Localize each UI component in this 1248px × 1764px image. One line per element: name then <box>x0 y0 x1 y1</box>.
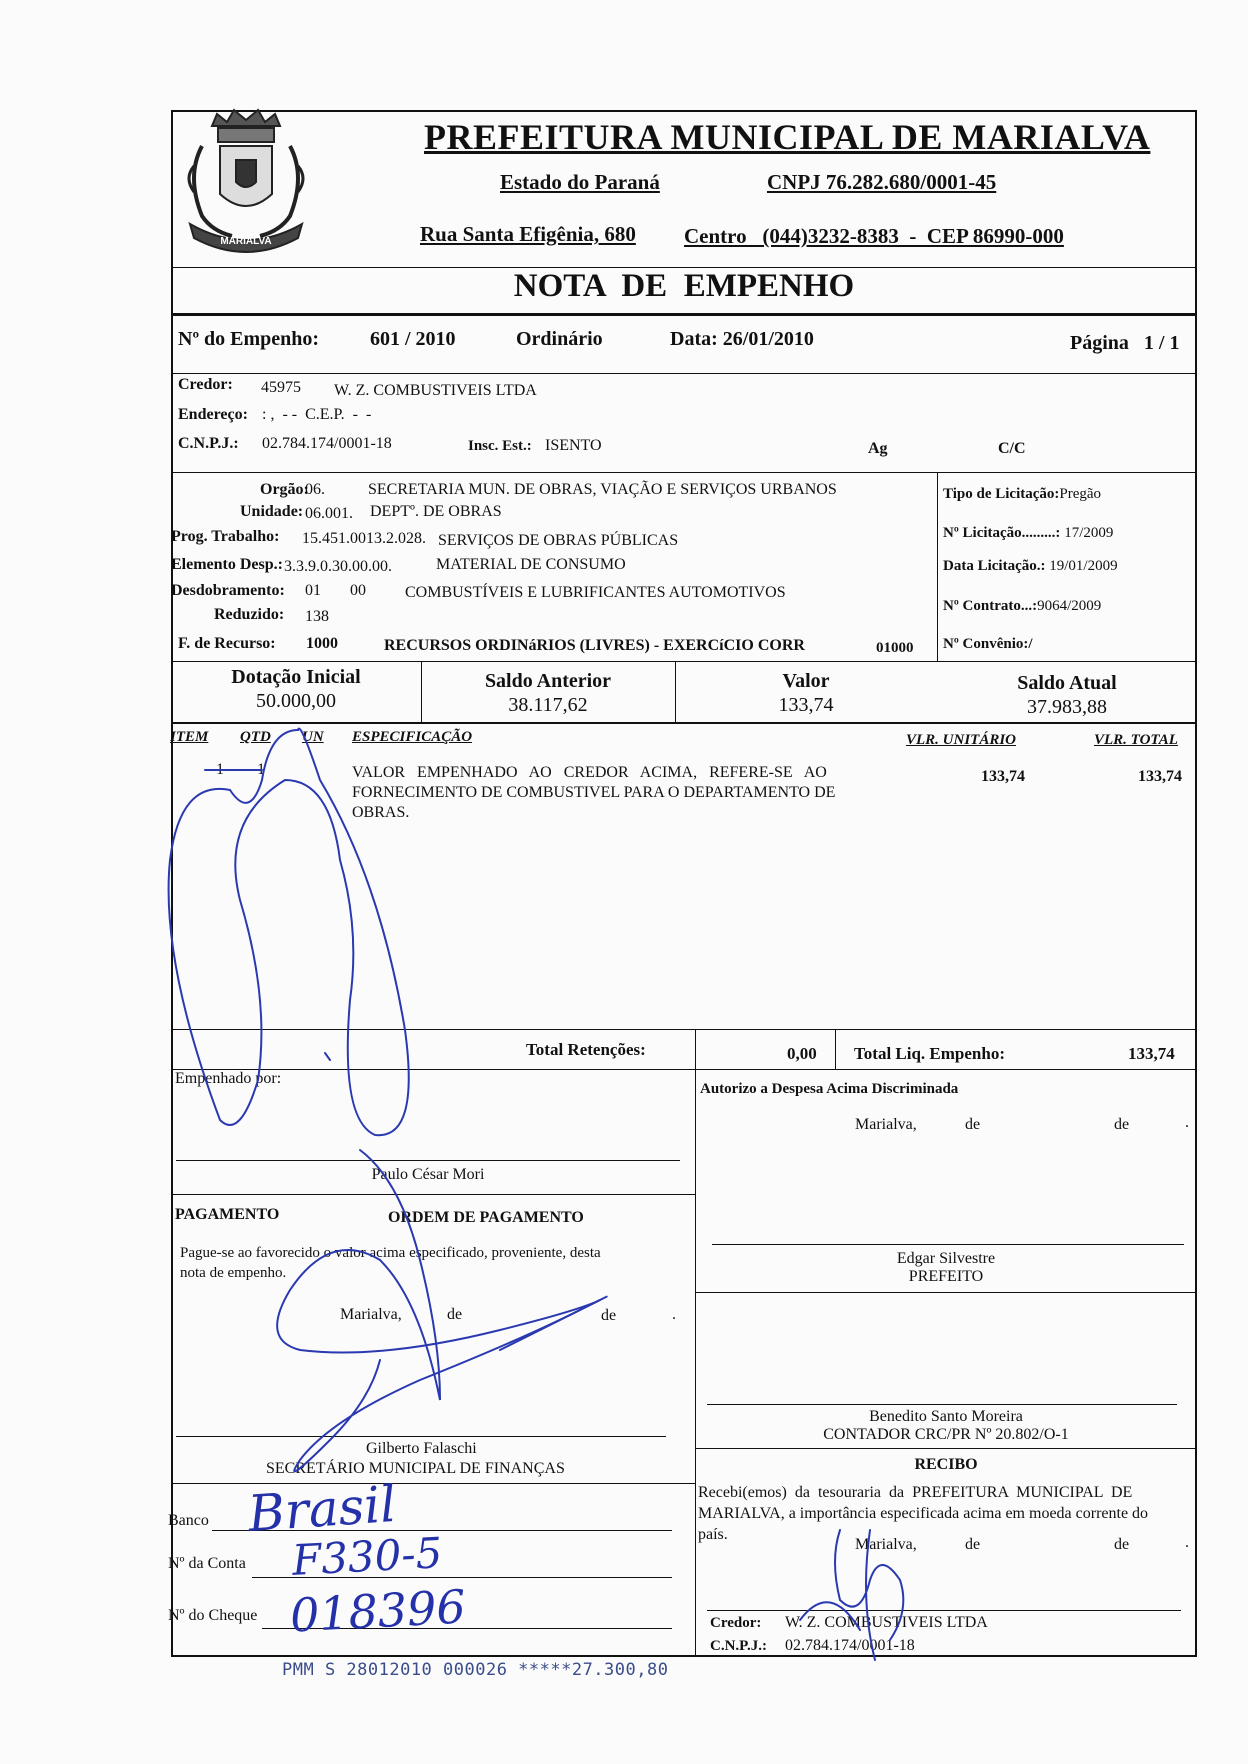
desd-code-2: 00 <box>350 582 366 599</box>
cnpj-value: 02.784.174/0001-18 <box>262 435 392 452</box>
tipo-licitacao-value: Pregão <box>1059 486 1102 502</box>
contador-title: CONTADOR CRC/PR Nº 20.802/O-1 <box>823 1426 1069 1443</box>
address-label: Endereço: <box>178 406 248 423</box>
desd-code-1: 01 <box>305 582 321 599</box>
total-liq-label: Total Liq. Empenho: <box>854 1044 1005 1063</box>
credor-label: Credor: <box>178 376 233 393</box>
desd-value: COMBUSTÍVEIS E LUBRIFICANTES AUTOMOTIVOS <box>405 584 786 601</box>
pagamento-text-2: nota de empenho. <box>180 1265 287 1281</box>
signature-line <box>712 1244 1184 1245</box>
recurso-value: RECURSOS ORDINáRIOS (LIVRES) - EXERCíCIO CORR <box>384 637 805 654</box>
state-name: Estado do Paraná <box>500 170 660 194</box>
banco-label: Banco <box>168 1512 209 1529</box>
empenhado-por-label: Empenhado por: <box>175 1070 282 1087</box>
page-indicator: Página 1 / 1 <box>1070 332 1180 354</box>
prog-code: 15.451.0013.2.028. <box>302 530 426 547</box>
orgao-label: Orgão: <box>260 481 309 498</box>
autorizo-place: Marialva, <box>855 1116 917 1133</box>
secretario-name: Gilberto Falaschi <box>366 1440 477 1457</box>
bank-stamp: PMM S 28012010 000026 *****27.300,80 <box>282 1660 669 1680</box>
recibo-place: Marialva, <box>855 1536 917 1553</box>
address-value: : , - - C.E.P. - - <box>262 406 372 423</box>
pagamento-dot: . <box>672 1306 676 1323</box>
divider <box>695 1448 1197 1449</box>
recibo-label: RECIBO <box>914 1456 978 1473</box>
recibo-de-2: de <box>1114 1536 1130 1553</box>
licitacao-num-value: 17/2009 <box>1064 525 1114 541</box>
empenho-number-label: Nº do Empenho: <box>178 328 320 350</box>
contador-name: Benedito Santo Moreira <box>869 1408 1023 1425</box>
autorizo-label: Autorizo a Despesa Acima Discriminada <box>700 1081 959 1097</box>
row-item: 1 <box>216 761 224 778</box>
conta-handwritten: F330-5 <box>290 1528 444 1585</box>
licitacao-data-label: Data Licitação.: <box>943 558 1046 574</box>
empenhado-name: Paulo César Mori <box>371 1166 485 1183</box>
unidade-code: 06.001. <box>305 505 353 522</box>
recibo-text-3: país. <box>698 1526 728 1543</box>
document-title: NOTA DE EMPENHO <box>513 268 855 304</box>
divider <box>695 1029 696 1070</box>
col-valor-unitario: VLR. UNITÁRIO <box>906 732 1017 748</box>
saldo-anterior-label: Saldo Anterior <box>484 670 612 692</box>
signature-line <box>176 1436 666 1437</box>
prog-value: SERVIÇOS DE OBRAS PÚBLICAS <box>438 532 679 549</box>
banco-handwritten: Brasil <box>246 1474 398 1544</box>
cheque-label: Nº do Cheque <box>168 1607 258 1624</box>
saldo-atual-value: 37.983,88 <box>1027 696 1107 718</box>
col-qtd: QTD <box>240 729 271 745</box>
elem-value: MATERIAL DE CONSUMO <box>436 556 626 573</box>
row-qtd: 1 <box>257 761 265 778</box>
unidade-label: Unidade: <box>240 503 304 520</box>
page-title: PREFEITURA MUNICIPAL DE MARIALVA <box>424 117 1151 157</box>
row-spec-line-3: OBRAS. <box>352 804 410 821</box>
recibo-cnpj-label: C.N.P.J.: <box>710 1638 767 1654</box>
reduzido-value: 138 <box>305 608 329 625</box>
row-valor-total: 133,74 <box>1138 768 1182 785</box>
divider <box>171 373 1197 374</box>
orgao-code: 06. <box>305 481 325 498</box>
empenho-date: Data: 26/01/2010 <box>670 328 814 350</box>
row-spec-line-2: FORNECIMENTO DE COMBUSTIVEL PARA O DEPARTAMENTO DE <box>352 784 836 801</box>
signature-line <box>707 1610 1181 1611</box>
prefeito-title: PREFEITO <box>908 1268 984 1285</box>
divider <box>835 1029 836 1070</box>
divider <box>695 1069 696 1657</box>
desd-label: Desdobramento: <box>171 582 285 599</box>
col-especificacao: ESPECIFICAÇÃO <box>352 729 473 745</box>
street-address: Rua Santa Efigênia, 680 <box>420 222 636 246</box>
elem-label: Elemento Desp.: <box>171 556 283 573</box>
pagamento-place: Marialva, <box>340 1306 402 1323</box>
recibo-cnpj-value: 02.784.174/0001-18 <box>785 1637 915 1654</box>
pagamento-label: PAGAMENTO <box>175 1206 280 1223</box>
divider <box>171 1069 1197 1070</box>
credor-name: W. Z. COMBUSTIVEIS LTDA <box>334 382 537 399</box>
recibo-text-2: MARIALVA, a importância especificada acima em moeda corrente do <box>698 1505 1149 1522</box>
divider <box>171 1194 695 1195</box>
divider <box>171 661 1197 662</box>
valor-value: 133,74 <box>778 694 834 716</box>
secretario-title: SECRETÁRIO MUNICIPAL DE FINANÇAS <box>266 1460 565 1477</box>
total-retencoes-value: 0,00 <box>787 1044 817 1063</box>
divider <box>171 1029 1197 1030</box>
recibo-credor-value: W. Z. COMBUSTIVEIS LTDA <box>785 1614 988 1631</box>
tipo-licitacao-label: Tipo de Licitação: <box>943 486 1060 502</box>
dotacao-label: Dotação Inicial <box>231 666 361 688</box>
divider <box>171 1483 695 1484</box>
col-item: ITEM <box>170 729 209 745</box>
row-valor-unitario: 133,74 <box>981 768 1025 785</box>
autorizo-de-1: de <box>965 1116 981 1133</box>
ag-label: Ag <box>868 440 888 457</box>
city-cnpj: CNPJ 76.282.680/0001-45 <box>767 170 997 194</box>
signature-line <box>707 1404 1177 1405</box>
convenio-label: Nº Convênio:/ <box>943 636 1033 652</box>
insc-label: Insc. Est.: <box>468 438 532 454</box>
cc-label: C/C <box>998 440 1026 457</box>
empenho-type: Ordinário <box>516 328 603 350</box>
licitacao-num-label: Nº Licitação.........: <box>943 525 1061 541</box>
saldo-atual-label: Saldo Atual <box>1017 672 1117 694</box>
divider <box>171 472 1197 473</box>
divider <box>171 313 1197 316</box>
pagamento-text-1: Pague-se ao favorecido o valor acima especificado, proveniente, desta <box>180 1245 601 1261</box>
recibo-dot: . <box>1185 1534 1189 1551</box>
divider <box>937 472 938 662</box>
pagamento-de-2: de <box>601 1307 617 1324</box>
reduzido-label: Reduzido: <box>214 606 285 623</box>
recurso-code: 1000 <box>306 635 338 652</box>
prefeito-name: Edgar Silvestre <box>896 1250 996 1267</box>
recurso-label: F. de Recurso: <box>178 635 276 652</box>
total-liq-value: 133,74 <box>1128 1044 1175 1063</box>
municipal-crest-icon <box>172 106 320 262</box>
col-un: UN <box>302 729 324 745</box>
unidade-value: DEPTº. DE OBRAS <box>370 503 502 520</box>
divider <box>171 722 1197 724</box>
total-retencoes-label: Total Retenções: <box>526 1040 646 1059</box>
divider <box>695 1292 1197 1293</box>
insc-value: ISENTO <box>545 437 602 454</box>
cheque-handwritten: 018396 <box>288 1579 467 1643</box>
cnpj-label: C.N.P.J.: <box>178 435 239 452</box>
recurso-code-2: 01000 <box>876 640 914 656</box>
orgao-value: SECRETARIA MUN. DE OBRAS, VIAÇÃO E SERVIÇOS URBANOS <box>368 481 837 498</box>
recibo-credor-label: Credor: <box>710 1615 762 1631</box>
prog-label: Prog. Trabalho: <box>171 528 280 545</box>
ordem-pagamento-label: ORDEM DE PAGAMENTO <box>388 1209 584 1226</box>
contrato-label: Nº Contrato...: <box>943 598 1038 614</box>
credor-code: 45975 <box>261 379 301 396</box>
valor-label: Valor <box>782 670 830 692</box>
contact-info: Centro (044)3232-8383 - CEP 86990-000 <box>684 224 1064 248</box>
recibo-text-1: Recebi(emos) da tesouraria da PREFEITURA MUNICIPAL DE <box>698 1484 1133 1501</box>
licitacao-data-value: 19/01/2009 <box>1049 558 1118 574</box>
contrato-value: 9064/2009 <box>1037 598 1102 614</box>
autorizo-dot: . <box>1185 1114 1189 1131</box>
dotacao-value: 50.000,00 <box>256 690 336 712</box>
saldo-anterior-value: 38.117,62 <box>508 694 588 716</box>
elem-code: 3.3.9.0.30.00.00. <box>284 558 392 575</box>
recibo-de-1: de <box>965 1536 981 1553</box>
pagamento-de-1: de <box>447 1306 463 1323</box>
conta-label: Nº da Conta <box>168 1555 246 1572</box>
signature-line <box>176 1160 680 1161</box>
row-spec-line-1: VALOR EMPENHADO AO CREDOR ACIMA, REFERE-SE AO <box>352 764 827 781</box>
col-valor-total: VLR. TOTAL <box>1094 732 1178 748</box>
autorizo-de-2: de <box>1114 1116 1130 1133</box>
empenho-number: 601 / 2010 <box>370 328 456 350</box>
svg-text:MARIALVA: MARIALVA <box>220 236 272 247</box>
